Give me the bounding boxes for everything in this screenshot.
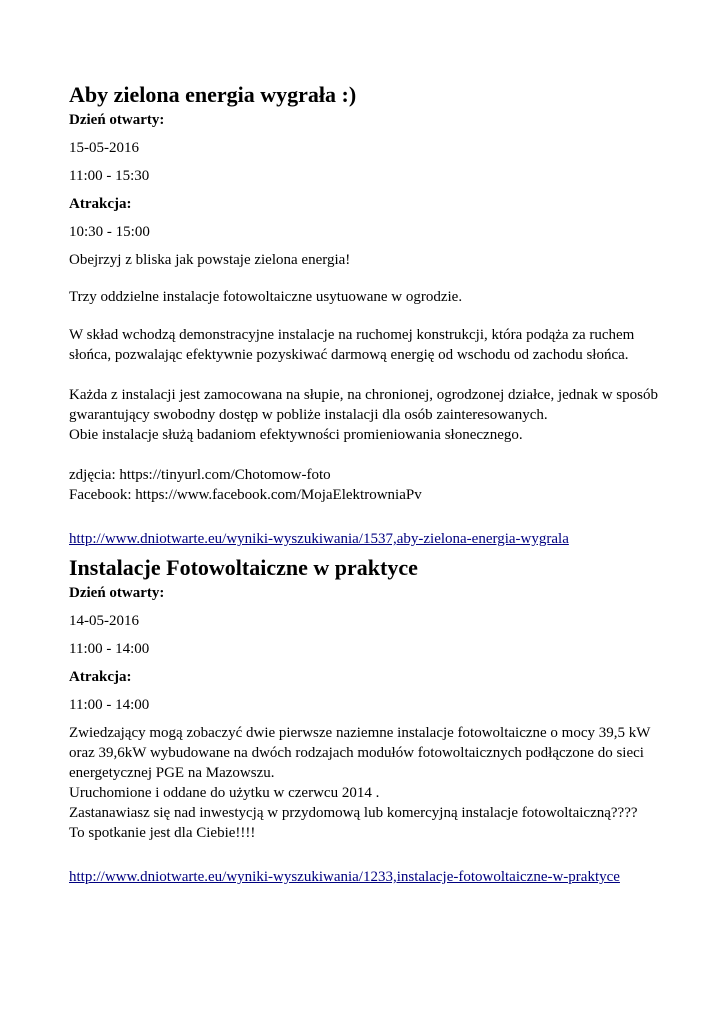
- attraction-label: Atrakcja:: [69, 669, 132, 685]
- description-line: Każda z instalacji jest zamocowana na słupie, na chronionej, ogrodzonej działce, jednak w sposób: [69, 387, 658, 403]
- description-line: energetycznej PGE na Mazowszu.: [69, 765, 275, 781]
- description-line: Zwiedzający mogą zobaczyć dwie pierwsze naziemne instalacje fotowoltaiczne o mocy 39,5 kW: [69, 725, 651, 741]
- entry-link[interactable]: http://www.dniotwarte.eu/wyniki-wyszukiwania/1537,aby-zielona-energia-wygrala: [69, 531, 569, 547]
- description-line: Obie instalacje służą badaniom efektywności promieniowania słonecznego.: [69, 427, 523, 443]
- document-page: [69, 82, 669, 887]
- description-line: gwarantujący swobodny dostęp w pobliże instalacji dla osób zainteresowanych.: [69, 407, 548, 423]
- facebook-line: Facebook: https://www.facebook.com/MojaElektrowniaPv: [69, 487, 422, 503]
- attraction-label: Atrakcja:: [69, 196, 132, 212]
- description-line: Zastanawiasz się nad inwestycją w przydomową lub komercyjną instalacje fotowoltaiczną????: [69, 805, 638, 821]
- entry-link[interactable]: http://www.dniotwarte.eu/wyniki-wyszukiwania/1233,instalacje-fotowoltaiczne-w-praktyce: [69, 869, 620, 885]
- description-line: oraz 39,6kW wybudowane na dwóch rodzajach modułów fotowoltaicznych podłączone do sieci: [69, 745, 644, 761]
- attraction-hours: 10:30 - 15:00: [69, 224, 150, 240]
- description-line: Uruchomione i oddane do użytku w czerwcu 2014 .: [69, 785, 380, 801]
- entry-title: Instalacje Fotowoltaiczne w praktyce: [69, 555, 418, 580]
- open-day-hours: 11:00 - 14:00: [69, 641, 150, 657]
- description-line: To spotkanie jest dla Ciebie!!!!: [69, 825, 256, 841]
- open-day-hours: 11:00 - 15:30: [69, 168, 150, 184]
- open-day-label: Dzień otwarty:: [69, 585, 165, 601]
- entry-title: Aby zielona energia wygrała :): [69, 82, 357, 107]
- description-line: W skład wchodzą demonstracyjne instalacje na ruchomej konstrukcji, która podąża za ruchem: [69, 327, 635, 343]
- open-day-label: Dzień otwarty:: [69, 112, 165, 128]
- open-day-date: 15-05-2016: [69, 140, 139, 156]
- description-line: Obejrzyj z bliska jak powstaje zielona energia!: [69, 252, 351, 268]
- attraction-hours: 11:00 - 14:00: [69, 697, 150, 713]
- description-line: słońca, pozwalając efektywnie pozyskiwać darmową energię od wschodu od zachodu słońca.: [69, 347, 629, 363]
- open-day-date: 14-05-2016: [69, 613, 139, 629]
- photos-line: zdjęcia: https://tinyurl.com/Chotomow-foto: [69, 467, 331, 483]
- description-line: Trzy oddzielne instalacje fotowoltaiczne usytuowane w ogrodzie.: [69, 289, 463, 305]
